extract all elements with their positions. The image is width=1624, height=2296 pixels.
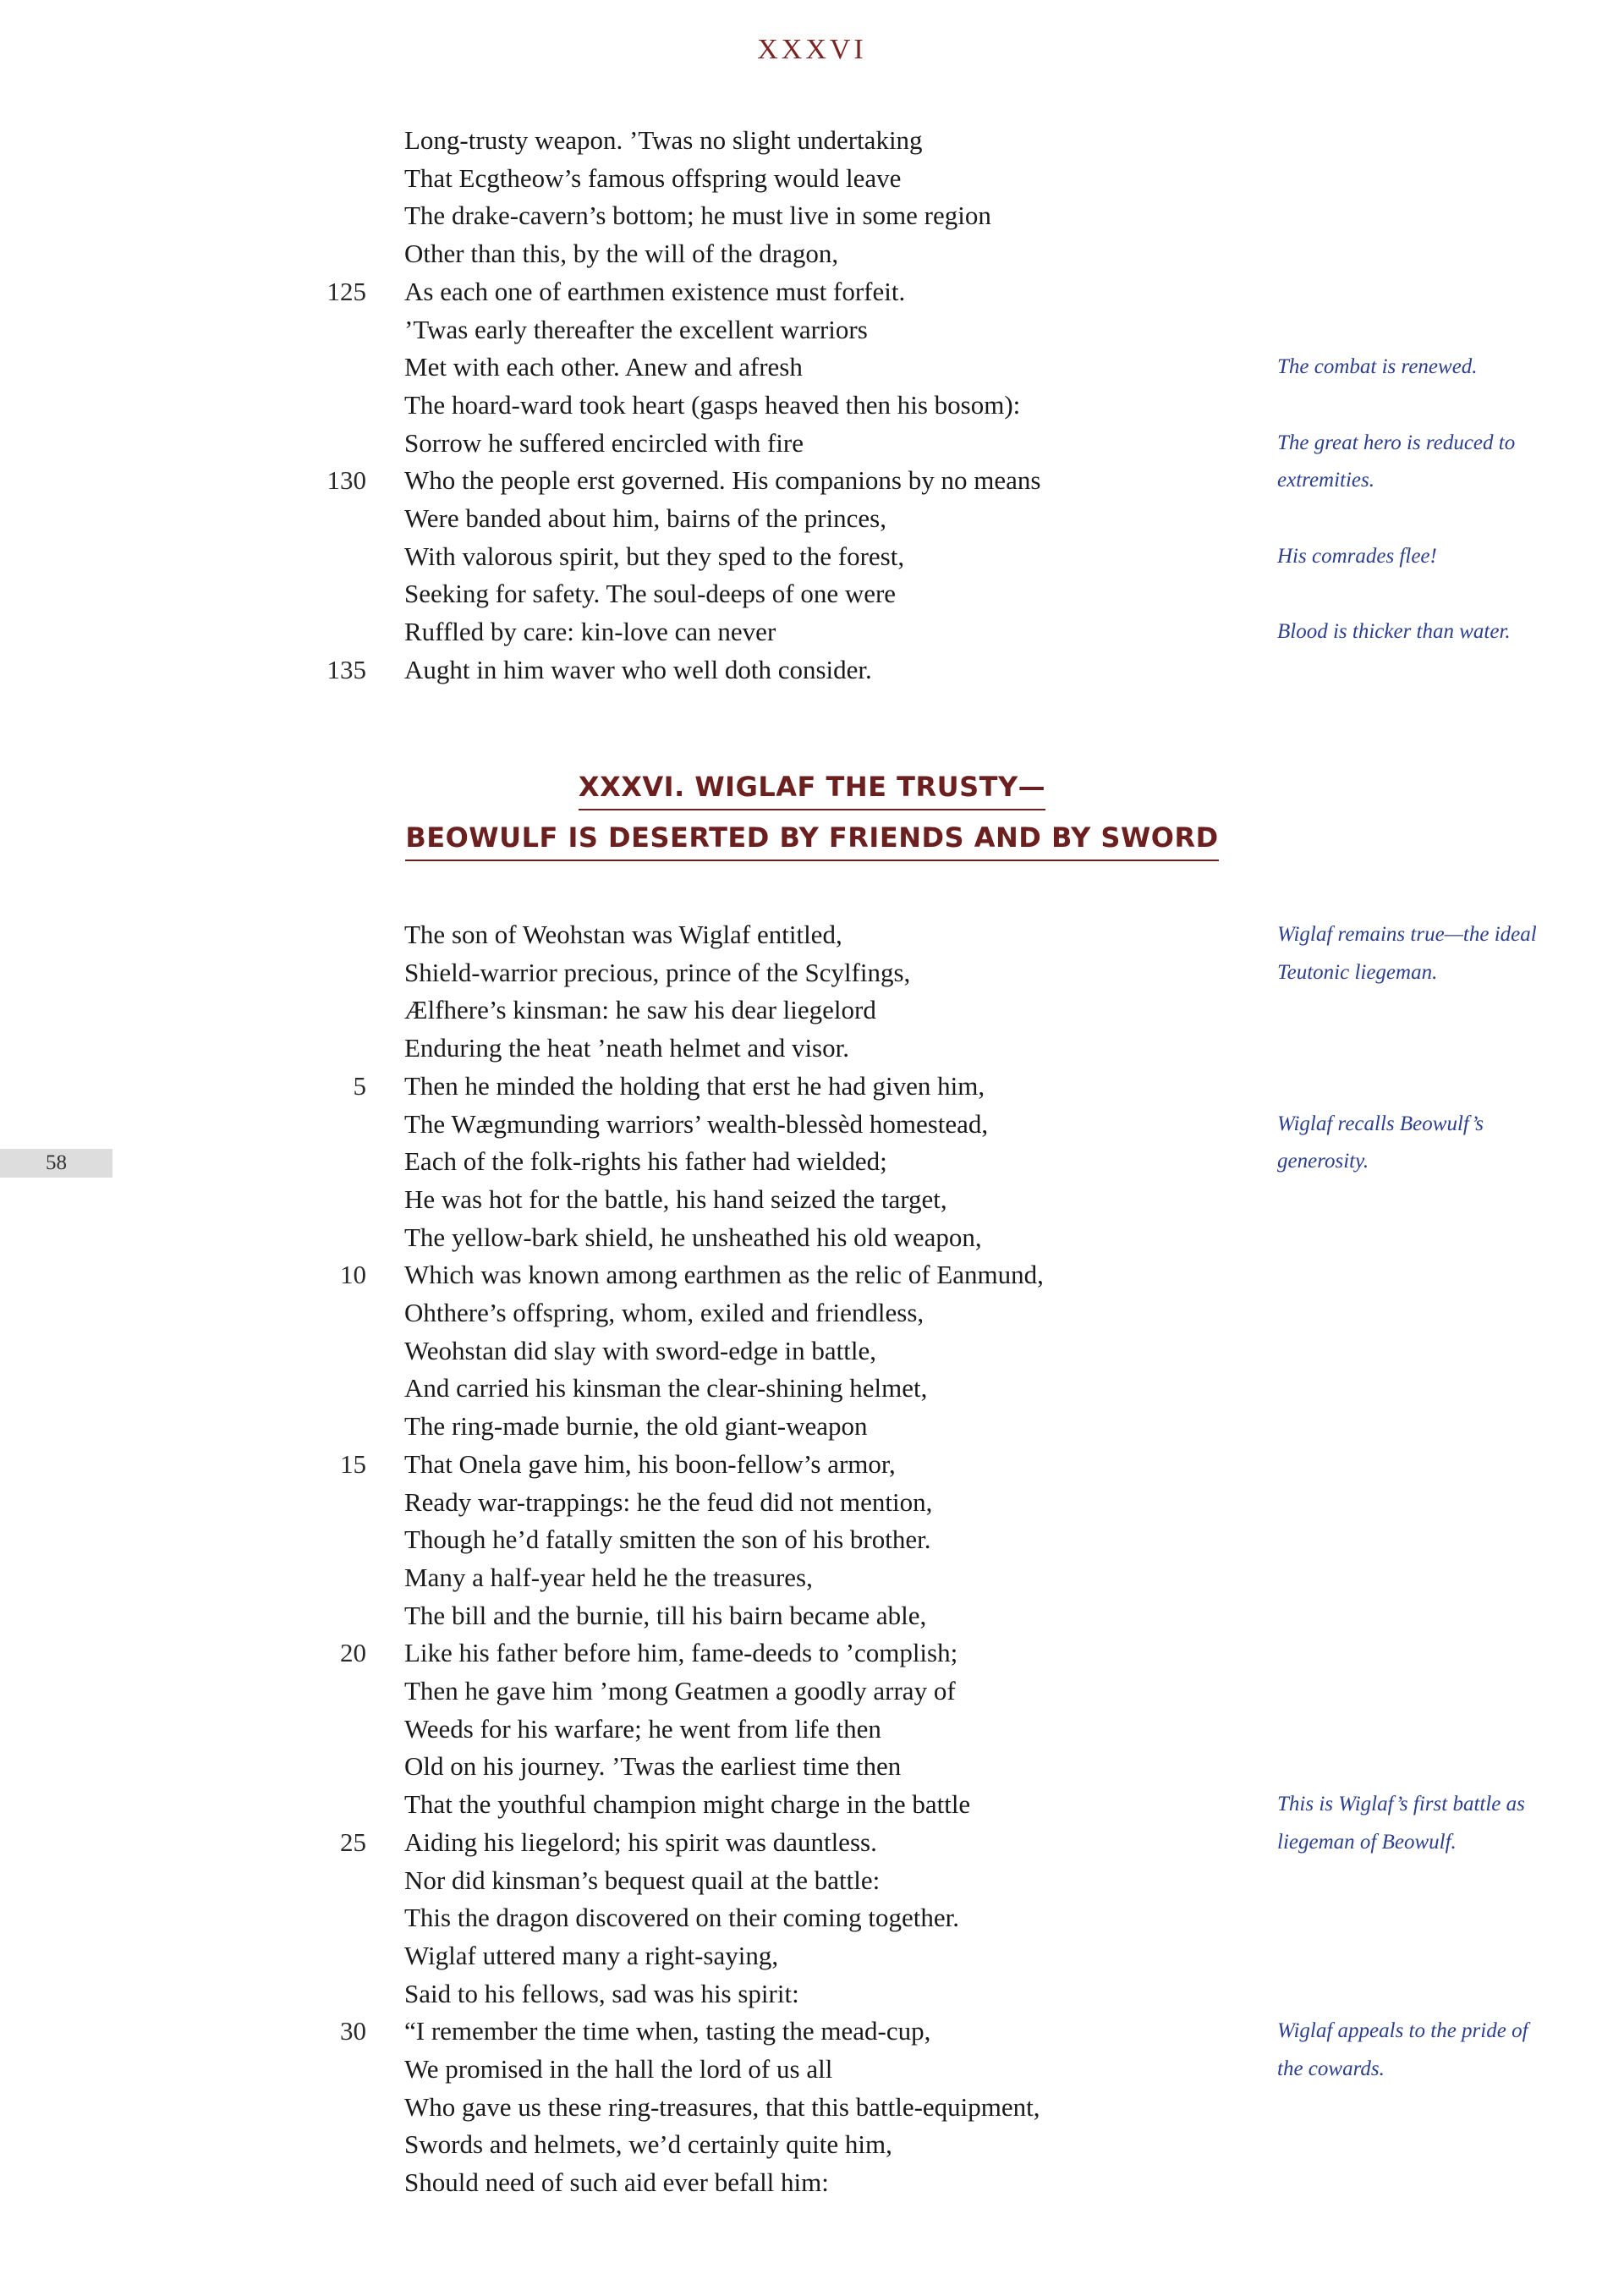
verse-line [0,1899,1624,1937]
verse-text: Like his father before him, fame-deeds to ’complish; [404,1638,958,1668]
verse-text: Each of the folk-rights his father had wielded; [404,1146,887,1177]
verse-line [0,1181,1624,1219]
verse-line [0,1597,1624,1635]
verse-text: Should need of such aid ever befall him: [404,2167,829,2198]
verse-line [0,197,1624,235]
verse-text: Old on his journey. ’Twas the earliest time then [404,1751,902,1782]
verse-line [0,1068,1624,1106]
verse-text: The yellow-bark shield, he unsheathed his old weapon, [404,1222,982,1252]
verse-line [0,1862,1624,1900]
verse-line [0,2126,1624,2164]
verse-text: Said to his fellows, sad was his spirit: [404,1978,799,2008]
verse-text: Were banded about him, bairns of the princes, [404,503,886,533]
verse-text: Swords and helmets, we’d certainly quite him, [404,2129,892,2160]
page-number: 58 [0,1149,112,1178]
verse-line [0,1446,1624,1484]
verse-text: The drake-cavern’s bottom; he must live in some region [404,200,991,231]
verse-text: Long-trusty weapon. ’Twas no slight undertaking [404,125,923,155]
verse-text: We promised in the hall the lord of us all [404,2054,833,2084]
line-number: 135 [326,654,366,684]
verse-text: Ohthere’s offspring, whom, exiled and friendless, [404,1298,924,1327]
verse-line [0,1559,1624,1597]
verse-line [0,1521,1624,1559]
margin-note: Wiglaf remains true—the ideal Teutonic liegeman. [1277,923,1537,984]
verse-text: “I remember the time when, tasting the mead-cup, [404,2016,931,2046]
verse-line [0,1673,1624,1711]
verse-text: Aiding his liegelord; his spirit was dauntless. [404,1826,877,1857]
verse-text: The Wægmunding warriors’ wealth-blessèd homestead, [404,1108,989,1139]
verse-text: Then he gave him ’mong Geatmen a goodly array of [404,1676,956,1706]
margin-note: His comrades flee! [1277,544,1437,568]
verse-line [0,1748,1624,1786]
verse-text: ’Twas early thereafter the excellent warriors [404,314,868,344]
verse-line [0,311,1624,349]
verse-line [0,1975,1624,2013]
line-number: 130 [326,465,366,496]
running-head: XXXVI [757,34,867,65]
line-number: 30 [340,2016,366,2046]
verse-text: The ring-made burnie, the old giant-weapon [404,1411,868,1442]
verse-text: Wiglaf uttered many a right-saying, [404,1940,779,1970]
verse-line [0,235,1624,273]
verse-text: Though he’d fatally smitten the son of his brother. [404,1524,931,1555]
section-heading [0,761,1624,863]
margin-note: The combat is renewed. [1277,355,1478,379]
verse-text: Shield-warrior precious, prince of the Scylfings, [404,957,911,987]
verse-text: Met with each other. Anew and afresh [404,352,803,382]
verse-line [0,1408,1624,1446]
verse-text: With valorous spirit, but they sped to the forest, [404,541,905,571]
margin-note: This is Wiglaf’s first battle as liegeman of Beowulf. [1277,1793,1525,1854]
verse-text: He was hot for the battle, his hand seized the target, [404,1184,947,1214]
line-number: 5 [353,1070,366,1101]
verse-line [0,1332,1624,1370]
margin-note: Wiglaf recalls Beowulf’s generosity. [1277,1112,1484,1173]
verse-line [0,1030,1624,1068]
verse-line [0,2164,1624,2202]
verse-text: The bill and the burnie, till his bairn became able, [404,1600,927,1630]
section-heading-line-1: XXXVI. WIGLAF THE TRUSTY— [579,766,1045,810]
verse-line [0,991,1624,1030]
verse-line [0,500,1624,538]
verse-line [0,160,1624,198]
verse-text: That Onela gave him, his boon-fellow’s armor, [404,1448,896,1479]
verse-text: Ready war-trappings: he the feud did not mention, [404,1486,933,1517]
verse-line [0,273,1624,311]
verse-text: Weohstan did slay with sword-edge in battle, [404,1335,876,1365]
line-number: 20 [340,1638,366,1668]
verse-text: Ruffled by care: kin-love can never [404,617,776,647]
verse-text: The son of Weohstan was Wiglaf entitled, [404,920,842,949]
verse-text: Which was known among earthmen as the relic of Eanmund, [404,1260,1044,1290]
verse-text: Who the people erst governed. His companions by no means [404,465,1041,496]
verse-text: As each one of earthmen existence must forfeit. [404,276,906,306]
verse-line [0,1294,1624,1332]
line-number: 25 [340,1826,366,1857]
verse-line [0,1937,1624,1975]
margin-note: Wiglaf appeals to the pride of the cowards. [1277,2019,1528,2080]
verse-line [0,122,1624,160]
verse-text: This the dragon discovered on their coming together. [404,1903,959,1933]
verse-line [0,651,1624,689]
verse-text: Weeds for his warfare; he went from life then [404,1713,881,1744]
verse-line [0,1484,1624,1522]
line-number: 125 [326,276,366,306]
margin-note: The great hero is reduced to extremities. [1277,431,1516,492]
verse-line [0,1219,1624,1257]
verse-text: Who gave us these ring-treasures, that this battle-equipment, [404,2091,1040,2122]
verse-line [0,387,1624,425]
verse-text: Seeking for safety. The soul-deeps of one were [404,579,897,609]
verse-line [0,1711,1624,1749]
verse-text: Enduring the heat ’neath helmet and visor. [404,1033,849,1063]
verse-text: Sorrow he suffered encircled with fire [404,427,804,458]
line-number: 10 [340,1260,366,1290]
margin-note: Blood is thicker than water. [1277,620,1511,644]
verse-text: Nor did kinsman’s bequest quail at the battle: [404,1865,881,1895]
verse-text: Aught in him waver who well doth consider. [404,654,872,684]
verse-text: Other than this, by the will of the dragon, [404,239,839,269]
verse-text: Ælfhere’s kinsman: he saw his dear liegelord [404,995,876,1025]
verse-line [0,1256,1624,1294]
verse-line [0,575,1624,613]
verse-text: That Ecgtheow’s famous offspring would leave [404,162,902,193]
verse-text: Many a half-year held he the treasures, [404,1562,813,1592]
verse-text: The hoard-ward took heart (gasps heaved then his bosom): [404,389,1021,420]
verse-line [0,1370,1624,1408]
line-number: 15 [340,1448,366,1479]
verse-text: Then he minded the holding that erst he had given him, [404,1070,985,1101]
verse-text: And carried his kinsman the clear-shining helmet, [404,1373,928,1403]
verse-text: That the youthful champion might charge in the battle [404,1789,971,1820]
verse-line [0,1634,1624,1673]
verse-line [0,2089,1624,2127]
section-heading-line-2: BEOWULF IS DESERTED BY FRIENDS AND BY SWORD [405,817,1218,861]
